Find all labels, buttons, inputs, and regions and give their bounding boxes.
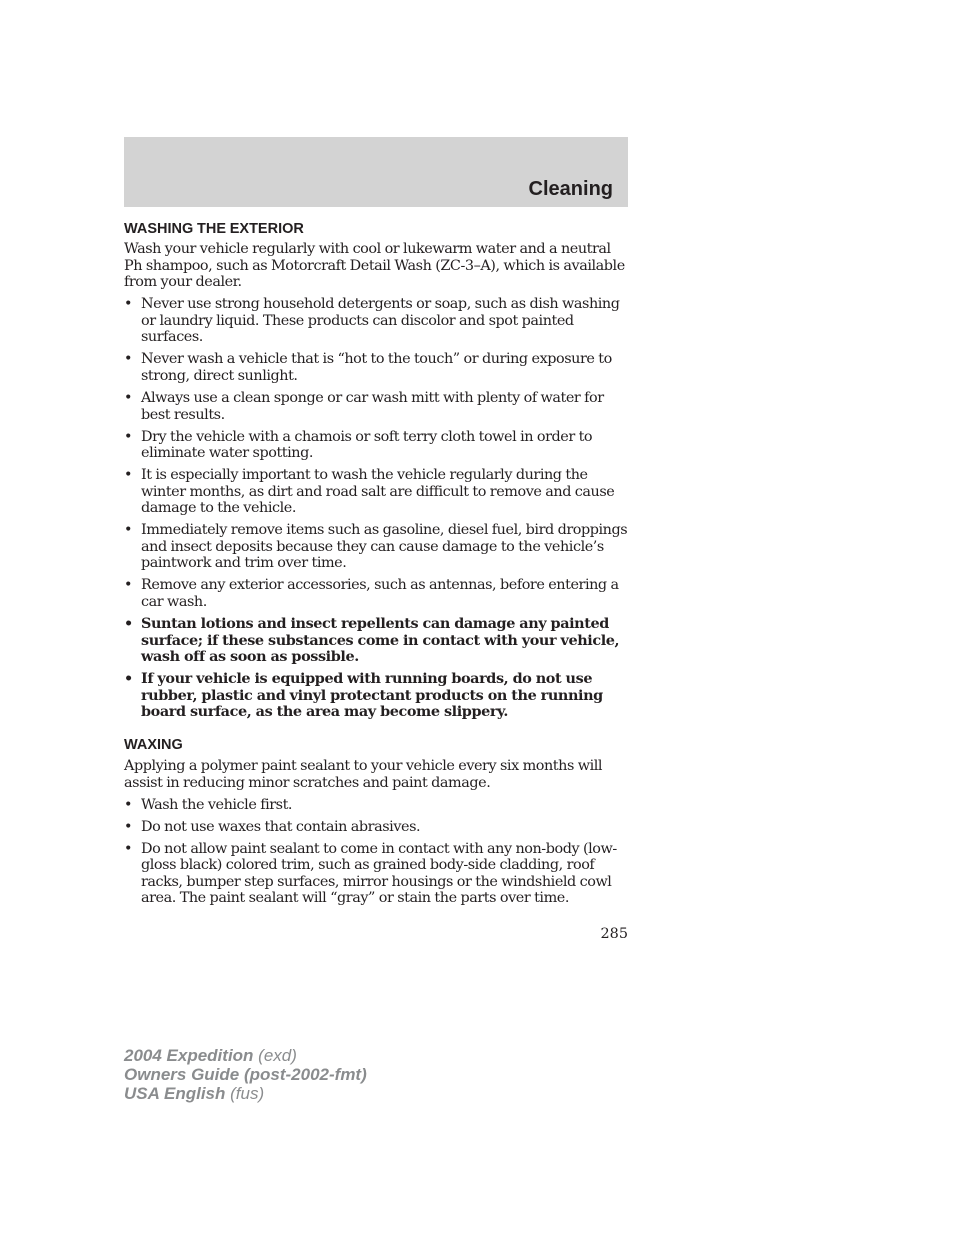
list-item: • Wash the vehicle first.: [124, 796, 293, 813]
page-content: [124, 219, 629, 907]
washing-intro: Wash your vehicle regularly with cool or lukewarm water and a neutral Ph shampoo, such as Motorcraft Detail Wash (ZC-3–A), which is available from your dealer.: [124, 241, 625, 291]
list-item: • Immediately remove items such as gasoline, diesel fuel, bird droppings and insect deposits because they can cause damage to the vehicle’s paintwork and trim over time.: [124, 522, 628, 572]
bullet-icon: •: [124, 351, 133, 368]
footer-line-model: 2004 Expedition (exd): [124, 1046, 297, 1065]
washing-bullet-list: [124, 296, 629, 721]
bullet-icon: •: [124, 428, 133, 445]
footer-line-guide: Owners Guide (post-2002-fmt): [124, 1065, 367, 1084]
list-item: • Never use strong household detergents or soap, such as dish washing or laundry liquid. These products can discolor and spot painted surfaces.: [124, 296, 620, 346]
bullet-icon: •: [124, 296, 133, 313]
footer-line-language: USA English (fus): [124, 1084, 265, 1103]
list-item: • Dry the vehicle with a chamois or soft terry cloth towel in order to eliminate water spotting.: [124, 428, 593, 462]
list-item: • Remove any exterior accessories, such as antennas, before entering a car wash.: [124, 577, 619, 611]
section-header-band: [124, 137, 628, 207]
warning-list-item: • Suntan lotions and insect repellents can damage any painted surface; if these substances come in contact with your vehicle, wash off as soon as possible.: [124, 615, 620, 666]
bullet-icon: •: [124, 796, 133, 813]
list-item: • Always use a clean sponge or car wash mitt with plenty of water for best results.: [124, 389, 604, 423]
waxing-intro: Applying a polymer paint sealant to your vehicle every six months will assist in reducing minor scratches and paint damage.: [124, 757, 603, 791]
waxing-bullet-list: [124, 797, 629, 907]
document-footer: [124, 1046, 367, 1103]
list-item: • Never wash a vehicle that is “hot to the touch” or during exposure to strong, direct sunlight.: [124, 351, 612, 384]
waxing-heading: WAXING: [124, 736, 183, 753]
bullet-icon: •: [124, 467, 133, 484]
washing-heading: WASHING THE EXTERIOR: [124, 221, 304, 237]
bullet-icon: •: [124, 577, 133, 594]
section-title: Cleaning: [528, 178, 613, 200]
bullet-icon: •: [124, 615, 133, 632]
bullet-icon: •: [124, 389, 133, 406]
bullet-icon: •: [124, 522, 133, 539]
page-number: 285: [600, 926, 628, 942]
bullet-icon: •: [124, 840, 133, 857]
list-item: • Do not allow paint sealant to come in contact with any non-body (low-gloss black) colored trim, such as grained body-side cladding, roof racks, bumper step surfaces, mirror housings or the windshield cowl area. The paint sealant will “gray” or stain the parts over time.: [124, 840, 617, 907]
list-item: • Do not use waxes that contain abrasives.: [124, 818, 421, 835]
bullet-icon: •: [124, 670, 133, 688]
list-item: • It is especially important to wash the vehicle regularly during the winter months, as dirt and road salt are difficult to remove and cause damage to the vehicle.: [124, 467, 615, 517]
bullet-icon: •: [124, 818, 133, 835]
warning-list-item: • If your vehicle is equipped with running boards, do not use rubber, plastic and vinyl protectant products on the running board surface, as the area may become slippery.: [124, 670, 603, 721]
